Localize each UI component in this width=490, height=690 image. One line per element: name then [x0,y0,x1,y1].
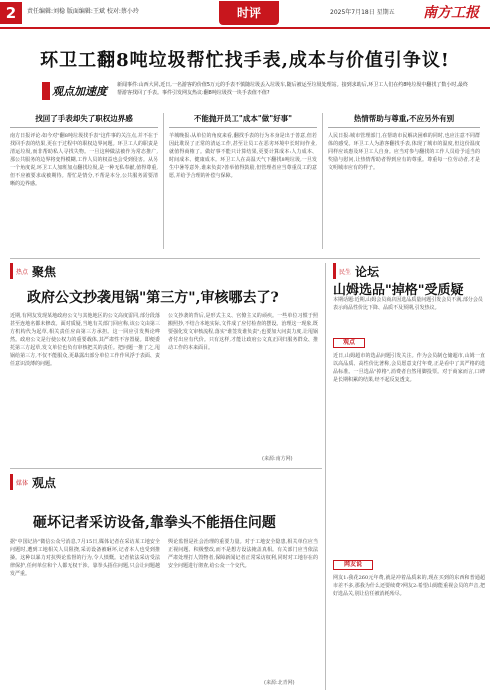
column-body: 人民日报:城市管理部门,在帮助市民解决困难的同时,也应注意不同群体的感受。环卫工人为游客翻找手表,体现了城市的温度,但这份温度同样应该惠及环卫工人自身。应当对参与翻找的工作人员给予适当的奖励与慰问,让热情帮助者得到应有的尊重。尊重每一位劳动者,才是文明城市应有的样子。 [328,133,480,171]
right-body-1: 近日,山姆超市的选品问题引发关注。作为会员制仓储超市,山姆一直以高品质、高性价比著称,会员愿意支付年费,正是看中了其严格的选品标准。一旦选品"掉格",消费者自然用脚投票。对于商家而言,口碑是长期积累的结果,经不起反复透支。 [333,353,485,383]
banner-accent [42,82,50,100]
story2-body-left: 据"中国记协"微信公众号消息,7月15日,媒体记者在采访某工地安全问题时,遭到工地相关人员阻挠,采访设备被砸坏,记者本人也受到推搡。这种以暴力对抗舆论监督的行为,令人愤慨。记者依法采访受法律保护,任何单位和个人都无权干涉。靠拳头捂住问题,只会让问题越发严重。 [10,539,160,577]
lead-intro: 新闻事件:山西大同,近日,一名游客的价值5万元的手表不慎随垃圾丢入垃圾车,随后被运至垃圾处理站。接到求助后,环卫工人们在约8吨垃圾中翻找了数小时,最终帮游客找回了手表。事件引发网友热议:翻8吨垃圾找一块手表值不值? [117,82,469,96]
story2-headline: 砸坏记者采访设备,靠拳头不能捂住问题 [33,515,276,531]
story1-section-label [10,263,70,279]
label-small: 民生 [339,269,352,276]
label-big: 观点 [32,476,57,490]
subhead-opinion: 观点 [333,338,365,348]
story1-headline: 政府公文抄袭甩锅"第三方",审核哪去了? [27,290,279,306]
story1-source: (来源:南方网) [262,456,293,462]
story1-body-right: 公文抄袭的背后,是形式主义、官僚主义的顽疾。一些单位习惯于照搬照抄,不结合本地实际,文件成了应付检查的摆设。治理这一现象,既要强化发文审核流程,落实"谁签发谁负责";也要加大问责力度,让甩锅者付出应有代价。只有这样,才能让政府公文真正回归服务群众、推动工作的本来面目。 [168,313,318,351]
section-rule [10,258,480,259]
label-accent [333,263,336,279]
label-accent [10,474,13,490]
label-small: 热点 [16,269,29,276]
newspaper-logo: 南方工报 [423,5,479,21]
issue-date: 2025年7月18日 星期五 [330,9,395,16]
right-intro: 本期话题:近期,山姆会员商店因选品质量问题引发会员不满,部分会员表示商品性价比下降、品质不及预期,引发热议。 [333,297,483,311]
banner-label: 观点加速度 [52,85,107,98]
story1-body-left: 近期,有网友发现某地政府公文与其他地区的公文高度雷同,部分段落甚至连地名都未修改。面对质疑,当地有关部门回应称,该公文由第三方机构代为起草,相关责任应由第三方承担。这一回应引发舆论哗然。政府公文是行使公权力的重要载体,其严肃性不容置疑。即便委托第三方起草,发文单位也负有审核把关的责任。把问题一推了之,甩锅给第三方,不仅不能服众,更暴露出部分单位工作作风浮于表面、责任意识淡薄的问题。 [10,313,160,367]
subhead-netizens: 网友说 [333,560,373,570]
column-divider [163,113,164,249]
section-rule [10,468,322,469]
story2-body-right: 舆论监督是社会治理的重要力量。对于工地安全隐患,相关单位应当正视问题、积极整改,而不是想方设法掩盖真相。有关部门应当依法严肃处理打人毁物者,保障新闻记者正常采访权利,同时对工地存在的安全问题进行彻查,给公众一个交代。 [168,539,318,569]
editor-credits: 责任编辑:刘稳 版面编辑:王斌 校对:蔡小玲 [27,8,139,15]
column-body: 南方日报评论:如今对"翻8吨垃圾找手表"这件事的关注点,并不在于找回手表的结果,更在于过程中的职权边界问题。环卫工人的职责是清运垃圾,而非帮助私人寻找失物。一旦这种做法被作为常态推广,那公共服务的边界将变得模糊,工作人员的权益也会受到侵害。从另一个角度说,环卫工人加班加点翻找垃圾,是一种无私奉献,值得尊重,但不应被要求或被期待。帮忙是情分,不帮是本分,公共服务需要清晰的边界感。 [10,133,158,187]
label-accent [10,263,13,279]
header-rule [0,27,490,29]
label-small: 媒体 [16,480,29,487]
opinion-column-2 [169,113,317,253]
opinion-column-3 [328,113,480,253]
right-divider [325,263,326,690]
column-divider [322,113,323,249]
label-big: 聚焦 [32,265,57,279]
right-section-label [333,263,393,279]
section-tag: 时评 [219,1,279,25]
right-body-2: 网友1:我花260元年费,就是冲着品质来的,现在买到的东西和普通超市差不多,那我为什么还要续费?网友2:希望山姆能重视会员的声音,把好选品关,别让信任被消耗殆尽。 [333,575,485,597]
column-heading: 找回了手表却失了职权边界感 [10,113,158,128]
column-heading: 热情帮助与尊重,不应另外有别 [328,113,480,128]
column-body: 羊城晚报:从单位的角度来看,翻找手表的行为本身是出于善意,但若因此耽误了正常的清运工作,甚至让员工在恶劣环境中长时间作业,就值得商榷了。做好事不能只计算结果,更要计算成本:人力成本、时间成本、健康成本。环卫工人在高温天气下翻找8吨垃圾,一旦发生中暑等意外,谁来负责?善举值得鼓励,但管理者应当尊重员工的意愿,并给予合理的补偿与保障。 [169,133,317,179]
label-big: 论坛 [355,265,380,279]
opinion-column-1 [10,113,158,253]
page-header [0,0,490,38]
story2-source: (来源:北青网) [264,680,295,686]
column-heading: 不能抛开员工"成本"做"好事" [169,113,317,128]
right-headline: 山姆选品"掉格"受质疑 [333,283,464,298]
lead-headline: 环卫工翻8吨垃圾帮忙找手表,成本与价值引争议! [40,50,450,71]
page-number: 2 [0,2,22,24]
lead-banner [42,82,107,100]
story2-section-label [10,474,70,490]
